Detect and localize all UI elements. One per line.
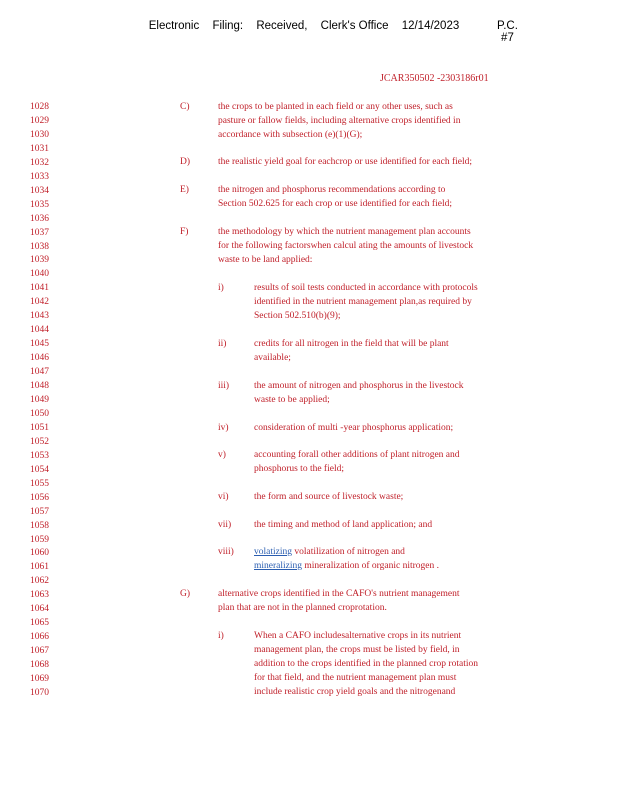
line-number: 1033 bbox=[30, 171, 49, 182]
line-number: 1058 bbox=[30, 520, 49, 531]
header-pc: P.C. #7 bbox=[497, 20, 518, 44]
line-number: 1038 bbox=[30, 241, 49, 252]
subitem-text-f-viii-1 bbox=[254, 547, 405, 558]
line-number: 1045 bbox=[30, 339, 49, 350]
subitem-label-f-iv: iv) bbox=[218, 423, 229, 433]
line-text: mineralization of organic nitrogen . bbox=[302, 561, 440, 571]
item-text-e-2: Section 502.625 for each crop or use identified for each field; bbox=[218, 199, 452, 209]
filing-header bbox=[0, 20, 618, 32]
subitem-label-f-i: i) bbox=[218, 283, 224, 293]
inserted-text: mineralizing bbox=[254, 561, 303, 571]
item-text-f-3: waste to be land applied: bbox=[218, 255, 313, 265]
line-number: 1070 bbox=[30, 687, 49, 698]
subitem-text-f-i-1: results of soil tests conducted in accordance with protocols bbox=[254, 283, 478, 293]
item-label-f: F) bbox=[180, 227, 189, 237]
line-number: 1043 bbox=[30, 311, 49, 322]
line-number: 1055 bbox=[30, 478, 49, 489]
line-number: 1062 bbox=[30, 576, 49, 587]
subitem-text-f-ii-1: credits for all nitrogen in the field that will be plant bbox=[254, 339, 449, 349]
subitem-text-g-i-3: addition to the crops identified in the planned crop rotation bbox=[254, 659, 478, 669]
line-number: 1042 bbox=[30, 297, 49, 308]
line-number: 1049 bbox=[30, 394, 49, 405]
subitem-text-g-i-5: include realistic crop yield goals and the nitrogenand bbox=[254, 687, 456, 697]
header-electronic: Electronic bbox=[148, 20, 200, 32]
line-number: 1054 bbox=[30, 464, 49, 475]
line-number: 1035 bbox=[30, 199, 49, 210]
subitem-label-g-i: i) bbox=[218, 631, 224, 641]
line-number: 1061 bbox=[30, 562, 49, 573]
subitem-label-f-ii: ii) bbox=[218, 339, 227, 349]
subitem-text-f-v-1: accounting forall other additions of plant nitrogen and bbox=[254, 450, 460, 460]
subitem-text-f-i-3: Section 502.510(b)(9); bbox=[254, 311, 341, 321]
line-number: 1036 bbox=[30, 213, 49, 224]
document-id: JCAR350502 -2303186r01 bbox=[380, 73, 489, 84]
line-number: 1064 bbox=[30, 604, 49, 615]
line-number: 1051 bbox=[30, 422, 49, 433]
line-number: 1047 bbox=[30, 367, 49, 378]
subitem-text-f-vii-1: the timing and method of land application; and bbox=[254, 520, 433, 530]
line-number: 1052 bbox=[30, 436, 49, 447]
line-number: 1063 bbox=[30, 590, 49, 601]
line-number: 1069 bbox=[30, 673, 49, 684]
item-text-g-2: plan that are not in the planned croprotation. bbox=[218, 603, 387, 613]
subitem-text-f-vi-1: the form and source of livestock waste; bbox=[254, 492, 404, 502]
item-label-e: E) bbox=[180, 185, 189, 195]
subitem-text-f-ii-2: available; bbox=[254, 353, 291, 363]
header-date: 12/14/2023 bbox=[401, 20, 460, 32]
line-number: 1067 bbox=[30, 646, 49, 656]
line-number: 1057 bbox=[30, 506, 49, 517]
line-number: 1068 bbox=[30, 660, 49, 670]
line-number: 1046 bbox=[30, 353, 49, 364]
header-received: Received, bbox=[256, 20, 308, 32]
line-number: 1030 bbox=[30, 129, 49, 140]
line-number: 1060 bbox=[30, 548, 49, 559]
subitem-label-f-v: v) bbox=[218, 450, 226, 460]
header-clerks-office: Clerk's Office bbox=[320, 20, 389, 32]
line-number: 1039 bbox=[30, 255, 49, 266]
subitem-text-f-iv-1: consideration of multi -year phosphorus application; bbox=[254, 423, 454, 433]
subitem-text-f-i-2: identified in the nutrient management plan,as required by bbox=[254, 297, 472, 307]
subitem-label-f-vii: vii) bbox=[218, 520, 232, 530]
item-text-d-1: the realistic yield goal for eachcrop or use identified for each field; bbox=[218, 157, 473, 167]
item-label-c: C) bbox=[180, 102, 190, 112]
line-number: 1028 bbox=[30, 102, 49, 112]
item-label-d: D) bbox=[180, 157, 191, 167]
item-label-g: G) bbox=[180, 589, 191, 599]
item-text-c-3: accordance with subsection (e)(1)(G); bbox=[218, 130, 363, 140]
subitem-text-f-iii-2: waste to be applied; bbox=[254, 395, 330, 405]
line-number: 1031 bbox=[30, 143, 49, 154]
inserted-text: volatizing bbox=[254, 547, 292, 557]
subitem-label-f-iii: iii) bbox=[218, 381, 230, 391]
line-number: 1029 bbox=[30, 116, 49, 126]
item-text-c-1: the crops to be planted in each field or any other uses, such as bbox=[218, 102, 453, 112]
subitem-text-f-v-2: phosphorus to the field; bbox=[254, 464, 344, 474]
line-number: 1041 bbox=[30, 283, 49, 294]
line-number: 1048 bbox=[30, 381, 49, 391]
line-number: 1040 bbox=[30, 269, 49, 280]
line-number: 1032 bbox=[30, 157, 49, 168]
line-number: 1066 bbox=[30, 632, 49, 643]
line-number: 1050 bbox=[30, 408, 49, 419]
subitem-text-g-i-4: for that field, and the nutrient management plan must bbox=[254, 673, 457, 683]
subitem-text-f-iii-1: the amount of nitrogen and phosphorus in the livestock bbox=[254, 381, 464, 391]
subitem-text-f-viii-2 bbox=[254, 561, 439, 572]
subitem-text-g-i-1: When a CAFO includesalternative crops in its nutrient bbox=[254, 631, 462, 641]
item-text-f-1: the methodology by which the nutrient management plan accounts bbox=[218, 227, 471, 237]
line-number: 1053 bbox=[30, 450, 49, 461]
line-number: 1044 bbox=[30, 325, 49, 336]
subitem-label-f-vi: vi) bbox=[218, 492, 229, 502]
subitem-text-g-i-2: management plan, the crops must be listed by field, in bbox=[254, 645, 460, 655]
item-text-g-1: alternative crops identified in the CAFO's nutrient management bbox=[218, 589, 460, 599]
line-number: 1037 bbox=[30, 227, 49, 238]
item-text-f-2: for the following factorswhen calcul ating the amounts of livestock bbox=[218, 241, 474, 251]
line-text: volatilization of nitrogen and bbox=[292, 547, 405, 557]
line-number: 1056 bbox=[30, 492, 49, 503]
item-text-c-2: pasture or fallow fields, including alternative crops identified in bbox=[218, 116, 461, 126]
header-filing: Filing: bbox=[212, 20, 244, 32]
line-number: 1034 bbox=[30, 185, 49, 196]
item-text-e-1: the nitrogen and phosphorus recommendations according to bbox=[218, 185, 446, 195]
subitem-label-f-viii: viii) bbox=[218, 547, 234, 557]
line-number: 1059 bbox=[30, 534, 49, 545]
line-number: 1065 bbox=[30, 618, 49, 629]
